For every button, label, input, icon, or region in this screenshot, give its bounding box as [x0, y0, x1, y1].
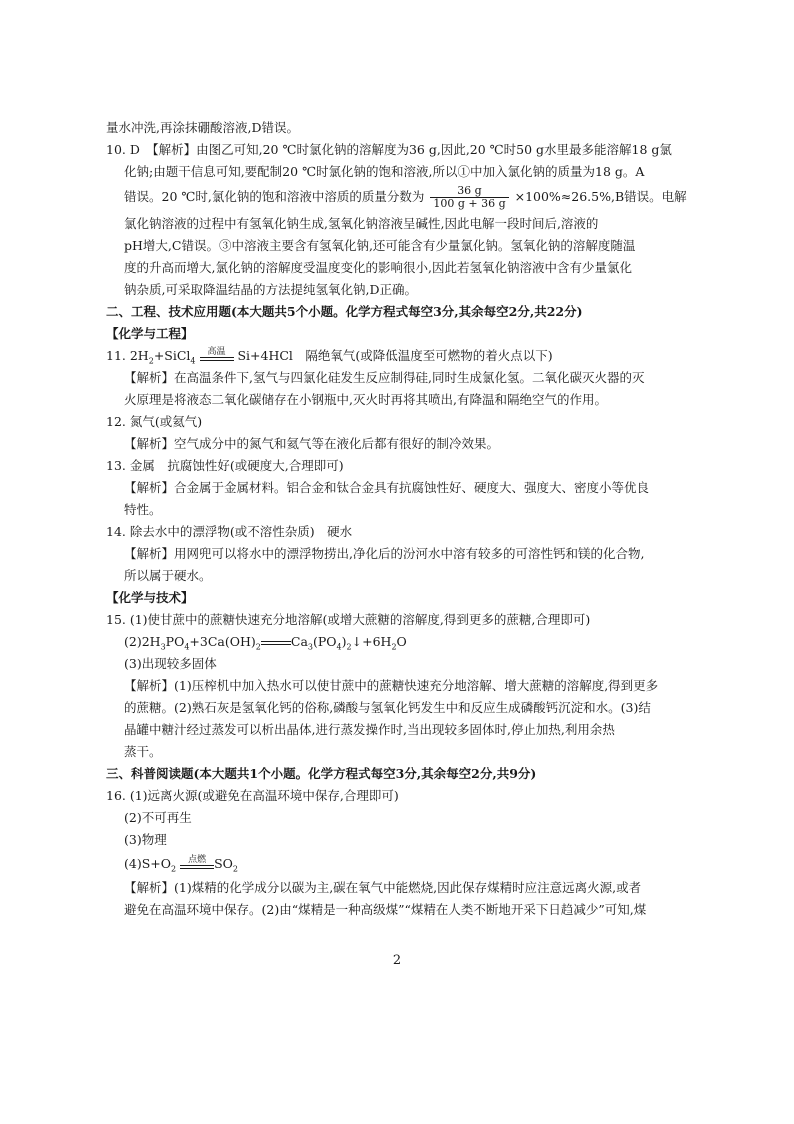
fraction-numerator: 36 g [430, 185, 508, 198]
subscript: 4 [184, 642, 190, 652]
text-line: 化钠;由题干信息可知,要配制20 ℃时氯化钠的饱和溶液,所以①中加入氯化钠的质量为18 g。A [124, 164, 645, 179]
text-line: 【解析】(1)压榨机中加入热水可以使甘蔗中的蔗糖快速充分地溶解、增大蔗糖的溶解度,得到更多 [124, 678, 659, 693]
text-segment: O [396, 634, 407, 649]
subscript: 2 [232, 864, 238, 874]
text-line: (2)不可再生 [124, 810, 192, 825]
text-line: 钠杂质,可采取降温结晶的方法提纯氢氧化钠,D正确。 [124, 282, 417, 297]
text-segment: Si+4HCl 隔绝氧气(或降低温度至可燃物的着火点以下) [237, 348, 553, 363]
text-line: (3)物理 [124, 832, 167, 847]
subscript: 2 [171, 864, 177, 874]
text-line: 的蔗糖。(2)熟石灰是氢氧化钙的俗称,磷酸与氢氧化钙发生中和反应生成磷酸钙沉淀和水。(3)结 [124, 700, 651, 715]
text-line: pH增大,C错误。③中溶液主要含有氢氧化钠,还可能含有少量氯化钠。氢氧化钠的溶解度随温 [124, 238, 636, 253]
subscript: 3 [160, 642, 166, 652]
text-line: 氯化钠溶液的过程中有氢氧化钠生成,氢氧化钠溶液呈碱性,因此电解一段时间后,溶液的 [124, 216, 599, 231]
subscript: 2 [391, 642, 397, 652]
text-segment: SO [214, 856, 233, 871]
text-line: 【解析】合金属于金属材料。铝合金和钛合金具有抗腐蚀性好、硬度大、强度大、密度小等优良 [124, 480, 650, 495]
answer-11-line [106, 345, 794, 367]
equation-line [124, 631, 794, 653]
fraction-denominator: 100 g + 36 g [433, 197, 506, 210]
text-segment: (2)2H [124, 634, 161, 649]
text-segment: +SiCl [153, 348, 191, 363]
text-line: 【解析】在高温条件下,氢气与四氯化硅发生反应制得硅,同时生成氯化氢。二氧化碳灭火器的灭 [124, 370, 645, 385]
answer-16-line: 16. (1)远离火源(或避免在高温环境中保存,合理即可) [106, 788, 399, 803]
text-segment: +3Ca(OH) [189, 634, 256, 649]
text-line: 晶罐中糖汁经过蒸发可以析出晶体,进行蒸发操作时,当出现较多固体时,停止加热,利用余热 [124, 722, 615, 737]
answer-14-line: 14. 除去水中的漂浮物(或不溶性杂质) 硬水 [106, 524, 353, 539]
answer-15-line: 15. (1)使甘蔗中的蔗糖快速充分地溶解(或增大蔗糖的溶解度,得到更多的蔗糖,合理即可) [106, 612, 591, 627]
text-line: 所以属于硬水。 [124, 568, 212, 583]
equals-bar [261, 641, 291, 645]
section-heading-2: 二、工程、技术应用题(本大题共5个小题。化学方程式每空3分,其余每空2分,共22分) [106, 304, 583, 319]
text-line: 火原理是将液态二氧化碳储存在小钢瓶中,灭火时再将其喷出,有降温和隔绝空气的作用。 [124, 392, 607, 407]
text-line: 特性。 [124, 502, 162, 517]
answer-10-line: 10. D 【解析】由图乙可知,20 ℃时氯化钠的溶解度为36 g,因此,20 ℃时50 g水里最多能溶解18 g氯 [106, 142, 672, 157]
subsection-heading: 【化学与技术】 [106, 590, 194, 605]
reaction-condition [180, 855, 214, 869]
text-segment: 11. 2H [106, 348, 149, 363]
text-segment: (PO [313, 634, 337, 649]
subscript: 4 [190, 356, 196, 366]
text-segment: ×100%≈26.5%,B错误。电解 [514, 189, 687, 204]
fraction [430, 185, 508, 210]
condition-label: 点燃 [188, 854, 207, 865]
text-segment: ) [341, 634, 347, 649]
text-line: 【解析】用网兜可以将水中的漂浮物捞出,净化后的汾河水中溶有较多的可溶性钙和镁的化合物, [124, 546, 645, 561]
fraction-line [124, 183, 794, 211]
text-line: (3)出现较多固体 [124, 656, 217, 671]
subscript: 2 [148, 356, 154, 366]
equals-bar [200, 357, 234, 361]
answer-13-line: 13. 金属 抗腐蚀性好(或硬度大,合理即可) [106, 458, 344, 473]
text-segment: PO [165, 634, 185, 649]
text-segment: ↓+6H [351, 634, 392, 649]
page-number: 2 [392, 953, 402, 968]
text-line: 量水冲洗,再涂抹硼酸溶液,D错误。 [106, 120, 299, 135]
subscript: 4 [336, 642, 342, 652]
subscript: 2 [346, 642, 352, 652]
text-segment: 错误。20 ℃时,氯化钠的饱和溶液中溶质的质量分数为 [124, 189, 425, 204]
condition-label: 高温 [207, 346, 226, 357]
text-line: 【解析】空气成分中的氮气和氦气等在液化后都有很好的制冷效果。 [124, 436, 500, 451]
subscript: 2 [255, 642, 261, 652]
text-line: 【解析】(1)煤精的化学成分以碳为主,碳在氧气中能燃烧,因此保存煤精时应注意远离火源,或者 [124, 880, 642, 895]
text-line: 避免在高温环境中保存。(2)由“煤精是一种高级煤”“煤精在人类不断地开采下日趋减少”可知,煤 [124, 902, 647, 917]
answer-12-line: 12. 氮气(或氦气) [106, 414, 203, 429]
subscript: 3 [307, 642, 313, 652]
text-line: 蒸干。 [124, 744, 162, 759]
subsection-heading: 【化学与工程】 [106, 326, 194, 341]
text-line: 度的升高而增大,氯化钠的溶解度受温度变化的影响很小,因此若氢氧化钠溶液中含有少量氯化 [124, 260, 632, 275]
equation-line [124, 853, 794, 875]
section-heading-3: 三、科普阅读题(本大题共1个小题。化学方程式每空3分,其余每空2分,共9分) [106, 766, 537, 781]
reaction-condition [200, 347, 234, 361]
text-segment: (4)S+O [124, 856, 171, 871]
text-segment: Ca [290, 634, 308, 649]
equals-bar [180, 865, 214, 869]
